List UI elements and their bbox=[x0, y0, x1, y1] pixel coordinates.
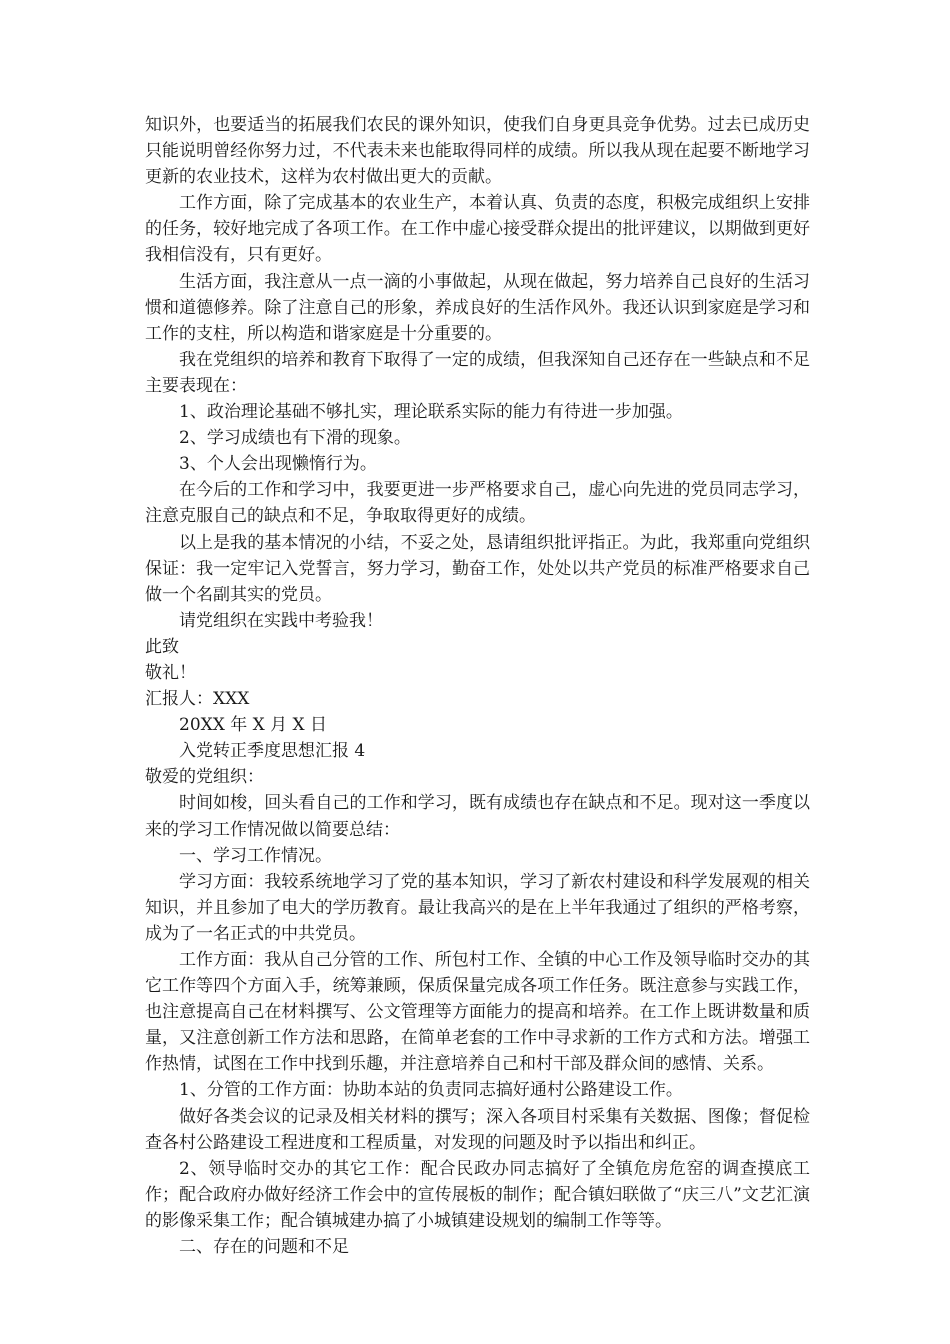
list-item-shortcoming-2: 2、学习成绩也有下滑的现象。 bbox=[179, 428, 411, 449]
paragraph-work-aspect: 工作方面，除了完成基本的农业生产，本着认真、负责的态度，积极完成组织上安排的任务，较好地完成了各项工作。在工作中虚心接受群众提出的批评建议，以期做到更好我相信没有，只有更好。 bbox=[145, 193, 810, 266]
paragraph-summary-pledge: 以上是我的基本情况的小结，不妥之处，恳请组织批评指正。为此，我郑重向党组织保证：我一定牢记入党誓言，努力学习，勤奋工作，处处以共产党员的标准严格要求自己做一个名副其实的党员。 bbox=[145, 532, 810, 605]
reporter-signature: 汇报人：XXX bbox=[145, 689, 250, 710]
paragraph-life-aspect: 生活方面，我注意从一点一滴的小事做起，从现在做起，努力培养自己良好的生活习惯和道德修养。除了注意自己的形象，养成良好的生活作风外。我还认识到家庭是学习和工作的支柱，所以构造和谐家庭是十分重要的。 bbox=[145, 271, 810, 344]
paragraph-study-expand: 知识外，也要适当的拓展我们农民的课外知识，使我们自身更具竞争优势。过去已成历史只能说明曾经你努力过，不代表未来也能取得同样的成绩。所以我从现在起要不断地学习更新的农业技术，这样为农村做出更大的贡献。 bbox=[145, 115, 810, 188]
list-item-assigned-work: 1、分管的工作方面：协助本站的负责同志搞好通村公路建设工作。 bbox=[179, 1080, 683, 1101]
report-date: 20XX 年 X 月 X 日 bbox=[179, 715, 328, 736]
greeting: 敬爱的党组织： bbox=[145, 767, 264, 788]
heading-problems: 二、存在的问题和不足 bbox=[179, 1237, 349, 1258]
section-title-report-4: 入党转正季度思想汇报 4 bbox=[179, 741, 366, 762]
closing-respect: 敬礼！ bbox=[145, 662, 196, 683]
paragraph-future-plan: 在今后的工作和学习中，我要更进一步严格要求自己，虚心向先进的党员同志学习，注意克服自己的缺点和不足，争取取得更好的成绩。 bbox=[145, 480, 810, 527]
list-item-shortcoming-1: 1、政治理论基础不够扎实，理论联系实际的能力有待进一步加强。 bbox=[179, 402, 683, 423]
paragraph-meeting-records: 做好各类会议的记录及相关材料的撰写；深入各项目村采集有关数据、图像；督促检查各村公路建设工程进度和工程质量，对发现的问题及时予以指出和纠正。 bbox=[145, 1106, 810, 1153]
paragraph-work-details: 工作方面：我从自己分管的工作、所包村工作、全镇的中心工作及领导临时交办的其它工作等四个方面入手，统筹兼顾，保质保量完成各项工作任务。既注意参与实践工作，也注意提高自己在材料撰写、公文管理等方面能力的提高和培养。在工作上既讲数量和质量，又注意创新工作方法和思路，在简单老套的工作中寻求新的工作方式和方法。增强工作热情，试图在工作中找到乐趣，并注意培养自己和村干部及群众间的感情、关系。 bbox=[145, 950, 810, 1075]
list-item-shortcoming-3: 3、个人会出现懒惰行为。 bbox=[179, 454, 377, 475]
list-item-temporary-work: 2、领导临时交办的其它工作：配合民政办同志搞好了全镇危房危窑的调查摸底工作；配合政府办做好经济工作会中的宣传展板的制作；配合镇妇联做了“庆三八”文艺汇演的影像采集工作；配合镇城建办搞了小城镇建设规划的编制工作等等。 bbox=[145, 1158, 810, 1231]
paragraph-test-me: 请党组织在实践中考验我！ bbox=[179, 610, 383, 631]
closing-salutation: 此致 bbox=[145, 636, 179, 657]
heading-study-work: 一、学习工作情况。 bbox=[179, 845, 332, 866]
paragraph-intro-summary: 时间如梭，回头看自己的工作和学习，既有成绩也存在缺点和不足。现对这一季度以来的学习工作情况做以简要总结： bbox=[145, 793, 810, 840]
document-page bbox=[145, 112, 810, 1260]
paragraph-study-aspect: 学习方面：我较系统地学习了党的基本知识，学习了新农村建设和科学发展观的相关知识，并且参加了电大的学历教育。最让我高兴的是在上半年我通过了组织的严格考察，成为了一名正式的中共党员。 bbox=[145, 871, 810, 944]
paragraph-shortcomings-intro: 我在党组织的培养和教育下取得了一定的成绩，但我深知自己还存在一些缺点和不足主要表现在： bbox=[145, 349, 810, 396]
